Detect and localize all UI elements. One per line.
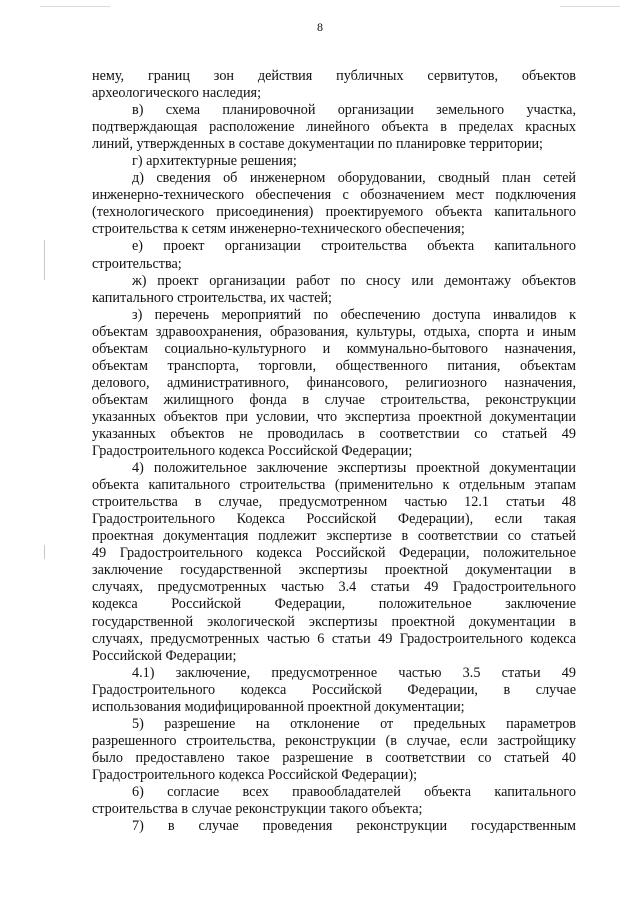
scan-artifact-mark bbox=[44, 240, 45, 280]
text-line: случаях, предусмотренных частью 3.4 статьи 49 Градостроительного bbox=[92, 579, 576, 596]
text-line: указанных объектов не проводилась в соответствии со статьей 49 bbox=[92, 425, 576, 442]
text-line: 49 Градостроительного кодекса Российской Федерации, положительное bbox=[92, 545, 576, 562]
text-line: строительства; bbox=[92, 255, 182, 272]
text-line: е) проект организации строительства объекта капитального bbox=[132, 238, 576, 255]
text-line: объекта капитального строительства (применительно к отдельным этапам bbox=[92, 477, 576, 494]
text-line: делового, административного, финансового, религиозного назначения, bbox=[92, 374, 576, 391]
text-line: разрешенного строительства, реконструкции (в случае, если застройщику bbox=[92, 732, 576, 749]
scan-artifact-line bbox=[560, 6, 620, 7]
text-line: объектам здравоохранения, образования, культуры, отдыха, спорта и иным bbox=[92, 323, 576, 340]
text-line: было предоставлено такое разрешение в соответствии со статьей 40 bbox=[92, 749, 576, 766]
text-line: Градостроительного кодекса Российской Федерации; bbox=[92, 443, 413, 460]
scan-artifact-mark bbox=[44, 545, 45, 559]
text-line: г) архитектурные решения; bbox=[132, 153, 297, 170]
text-line: 7) в случае проведения реконструкции государственным bbox=[132, 818, 576, 835]
text-line: ж) проект организации работ по сносу или демонтажу объектов bbox=[132, 272, 576, 289]
text-line: проектная документация подлежит экспертизе в соответствии со статьей bbox=[92, 528, 576, 545]
text-line: (технологического присоединения) проектируемого объекта капитального bbox=[92, 204, 576, 221]
text-line: Градостроительного Кодекса Российской Федерации), если такая bbox=[92, 511, 576, 528]
text-line: заключение государственной экспертизы проектной документации в bbox=[92, 562, 576, 579]
text-line: Градостроительного кодекса Российской Федерации); bbox=[92, 766, 418, 783]
text-line: Градостроительного кодекса Российской Федерации, в случае bbox=[92, 681, 576, 698]
text-line: строительства в случае, предусмотренном частью 12.1 статьи 48 bbox=[92, 494, 576, 511]
text-line: случаях, предусмотренных частью 6 статьи 49 Градостроительного кодекса bbox=[92, 630, 576, 647]
text-line: объектам жилищного фонда в случае строительства, реконструкции bbox=[92, 391, 576, 408]
page-number: 8 bbox=[317, 20, 323, 34]
text-line: строительства в случае реконструкции такого объекта; bbox=[92, 801, 423, 818]
text-line: 4.1) заключение, предусмотренное частью 3.5 статьи 49 bbox=[132, 664, 576, 681]
text-line: линий, утвержденных в составе документации по планировке территории; bbox=[92, 136, 543, 153]
text-line: 4) положительное заключение экспертизы проектной документации bbox=[132, 460, 576, 477]
text-line: объектам транспорта, торговли, общественного питания, объектам bbox=[92, 357, 576, 374]
text-line: нему, границ зон действия публичных сервитутов, объектов bbox=[92, 68, 576, 84]
text-line: капитального строительства, их частей; bbox=[92, 289, 333, 306]
text-line: 5) разрешение на отклонение от предельных параметров bbox=[132, 715, 576, 732]
text-line: объектам социально-культурного и коммунально-бытового назначения, bbox=[92, 340, 576, 357]
text-line: в) схема планировочной организации земельного участка, bbox=[132, 102, 576, 119]
text-line: использования модифицированной проектной документации; bbox=[92, 698, 465, 715]
text-line: д) сведения об инженерном оборудовании, сводный план сетей bbox=[132, 170, 576, 187]
text-line: инженерно-технического обеспечения с обозначением мест подключения bbox=[92, 187, 576, 204]
text-line: з) перечень мероприятий по обеспечению доступа инвалидов к bbox=[132, 306, 576, 323]
text-line: 6) согласие всех правообладателей объекта капитального bbox=[132, 783, 576, 800]
text-line: указанных объектов при условии, что экспертиза проектной документации bbox=[92, 408, 576, 425]
text-line: Российской Федерации; bbox=[92, 647, 237, 664]
document-body bbox=[92, 68, 576, 835]
text-line: археологического наследия; bbox=[92, 85, 262, 102]
text-line: подтверждающая расположение линейного объекта в пределах красных bbox=[92, 119, 576, 136]
text-line: строительства к сетям инженерно-технического обеспечения; bbox=[92, 221, 465, 238]
text-line: государственной экологической экспертизы проектной документации в bbox=[92, 613, 576, 630]
scan-artifact-line bbox=[40, 6, 110, 7]
text-line: кодекса Российской Федерации, положительное заключение bbox=[92, 596, 576, 613]
